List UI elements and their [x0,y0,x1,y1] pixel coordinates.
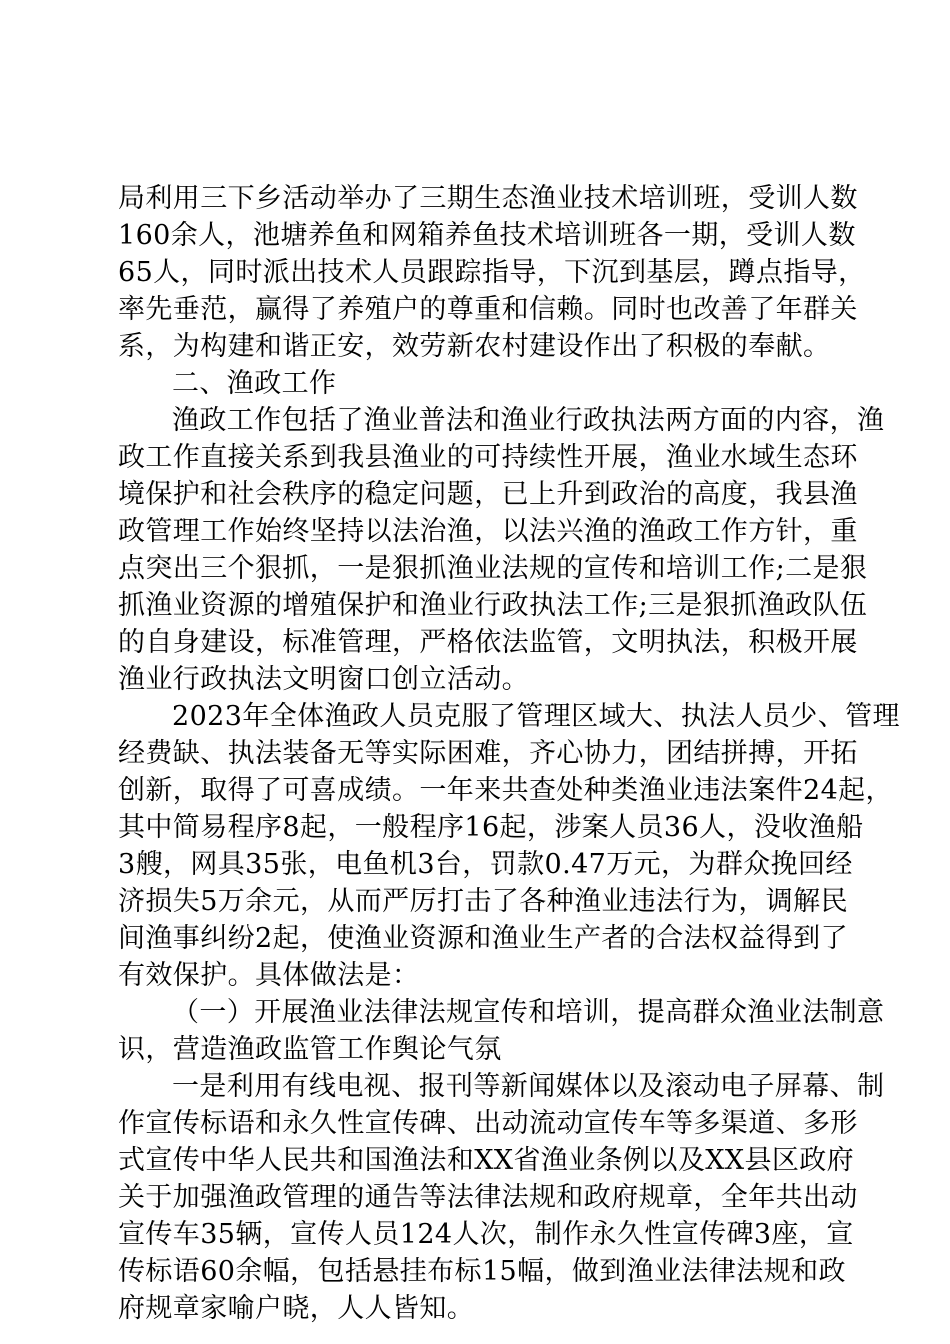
text-line: 府规章家喻户晓，人人皆知。 [118,1293,475,1324]
text-line: 经费缺、执法装备无等实际困难，齐心协力，团结拼搏，开拓 [118,738,858,769]
text-line: 渔业行政执法文明窗口创立活动。 [118,664,529,695]
text-line: 渔政工作包括了渔业普法和渔业行政执法两方面的内容，渔 [172,405,885,436]
text-line: 作宣传标语和永久性宣传碑、出动流动宣传车等多渠道、多形 [118,1108,858,1139]
section-heading: 二、渔政工作 [172,368,337,399]
text-line: 关于加强渔政管理的通告等法律法规和政府规章，全年共出动 [118,1182,858,1213]
text-line: 式宣传中华人民共和国渔法和XX省渔业条例以及XX县区政府 [118,1145,855,1176]
subsection-heading-cont: 识，营造渔政监管工作舆论气氛 [118,1034,502,1065]
text-line: 间渔事纠纷2起，使渔业资源和渔业生产者的合法权益得到了 [118,923,848,954]
text-line: 点突出三个狠抓，一是狠抓渔业法规的宣传和培训工作;二是狠 [118,553,868,584]
text-line: 创新，取得了可喜成绩。一年来共查处种类渔业违法案件24起， [118,775,893,806]
subsection-heading: （一）开展渔业法律法规宣传和培训，提高群众渔业法制意 [172,997,885,1028]
text-line: 的自身建设，标准管理，严格依法监管，文明执法，积极开展 [118,627,858,658]
text-line: 160余人，池塘养鱼和网箱养鱼技术培训班各一期，受训人数 [118,220,856,251]
text-line: 系，为构建和谐正安，效劳新农村建设作出了积极的奉献。 [118,331,831,362]
text-line: 抓渔业资源的增殖保护和渔业行政执法工作;三是狠抓渔政队伍 [118,590,868,621]
text-line: 有效保护。具体做法是： [118,960,420,991]
text-line: 率先垂范，赢得了养殖户的尊重和信赖。同时也改善了年群关 [118,294,858,325]
text-line: 局利用三下乡活动举办了三期生态渔业技术培训班，受训人数 [118,183,858,214]
text-line: 境保护和社会秩序的稳定问题，已上升到政治的高度，我县渔 [118,479,858,510]
text-line: 一是利用有线电视、报刊等新闻媒体以及滚动电子屏幕、制 [172,1071,885,1102]
text-line: 2023年全体渔政人员克服了管理区域大、执法人员少、管理 [172,701,900,732]
text-line: 宣传车35辆，宣传人员124人次，制作永久性宣传碑3座，宣 [118,1219,854,1250]
text-line: 3艘，网具35张，电鱼机3台，罚款0.47万元，为群众挽回经 [118,849,853,880]
text-line: 政管理工作始终坚持以法治渔，以法兴渔的渔政工作方针，重 [118,516,858,547]
text-line: 其中简易程序8起，一般程序16起，涉案人员36人，没收渔船 [118,812,864,843]
text-line: 传标语60余幅，包括悬挂布标15幅，做到渔业法律法规和政 [118,1256,846,1287]
text-line: 65人，同时派出技术人员跟踪指导，下沉到基层，蹲点指导， [118,257,866,288]
text-line: 济损失5万余元，从而严厉打击了各种渔业违法行为，调解民 [118,886,848,917]
text-line: 政工作直接关系到我县渔业的可持续性开展，渔业水域生态环 [118,442,858,473]
